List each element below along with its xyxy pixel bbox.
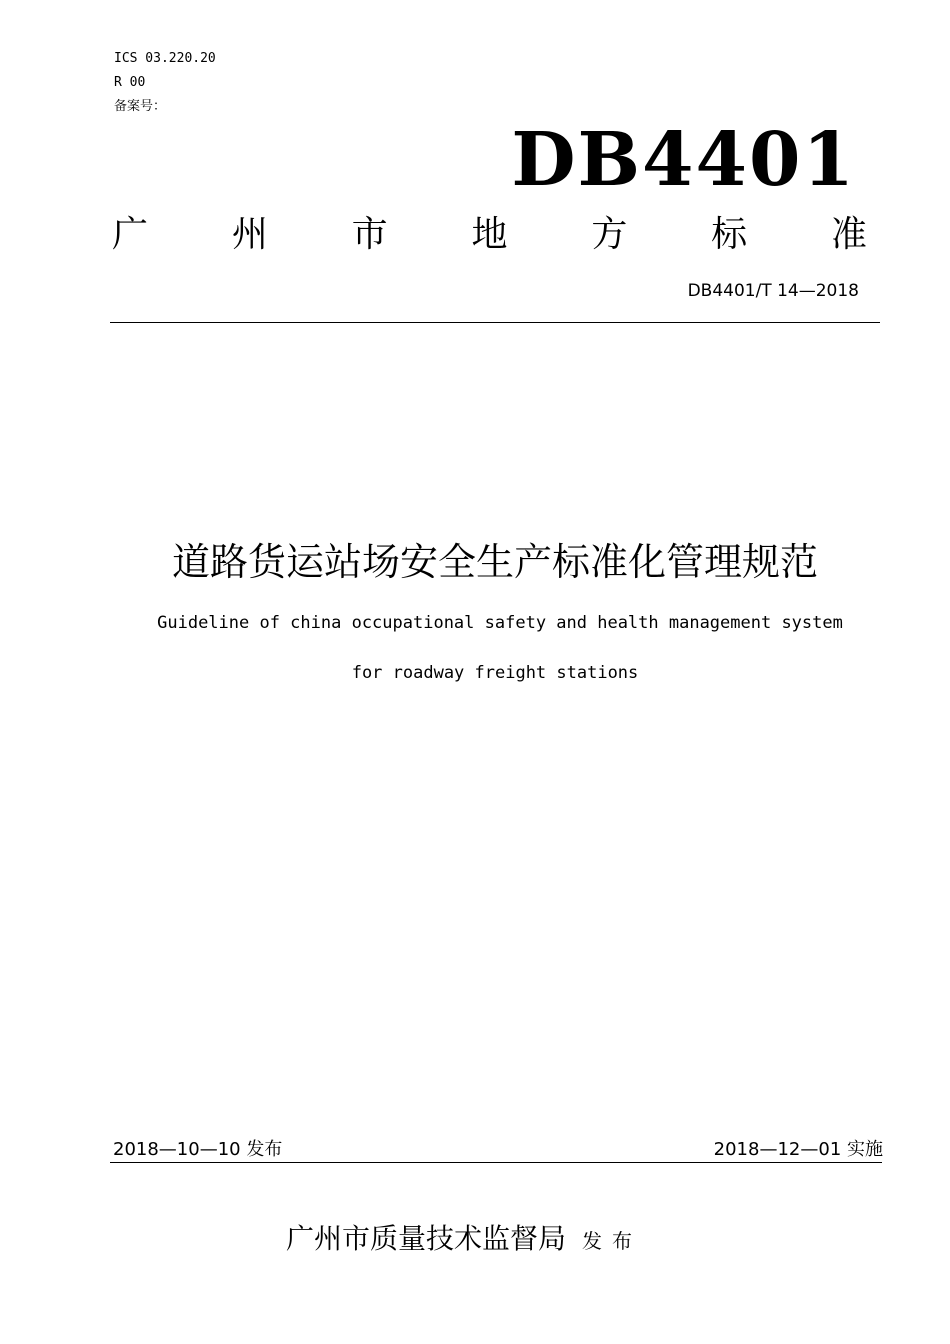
document-title-chinese: 道路货运站场安全生产标准化管理规范 bbox=[171, 540, 818, 584]
standard-name-char: 地 bbox=[471, 214, 508, 255]
header-divider bbox=[110, 322, 880, 323]
standard-name-char: 准 bbox=[830, 214, 867, 255]
record-number-label: 备案号： bbox=[114, 99, 167, 114]
standard-code-large: DB4401 bbox=[511, 117, 856, 203]
classification-code: R 00 bbox=[114, 75, 146, 90]
standard-name-char: 市 bbox=[351, 214, 388, 255]
issue-date: 2018—10—10 发布 bbox=[113, 1139, 283, 1160]
document-title-english-line2: for roadway freight stations bbox=[351, 663, 639, 683]
standard-number: DB4401/T 14—2018 bbox=[687, 281, 859, 301]
publish-label: 发布 bbox=[582, 1229, 643, 1253]
publisher-line bbox=[286, 1220, 642, 1260]
footer-divider bbox=[110, 1162, 882, 1163]
standard-name-char: 州 bbox=[231, 214, 268, 255]
standard-type-name bbox=[112, 212, 867, 258]
standard-name-char: 广 bbox=[112, 214, 149, 255]
ics-code: ICS 03.220.20 bbox=[114, 51, 216, 66]
standard-name-char: 方 bbox=[591, 214, 628, 255]
standard-name-char: 标 bbox=[711, 214, 748, 255]
publisher-name: 广州市质量技术监督局 bbox=[286, 1222, 567, 1255]
implementation-date: 2018—12—01 实施 bbox=[713, 1139, 883, 1160]
document-title-english-line1: Guideline of china occupational safety and health management system bbox=[157, 613, 843, 633]
